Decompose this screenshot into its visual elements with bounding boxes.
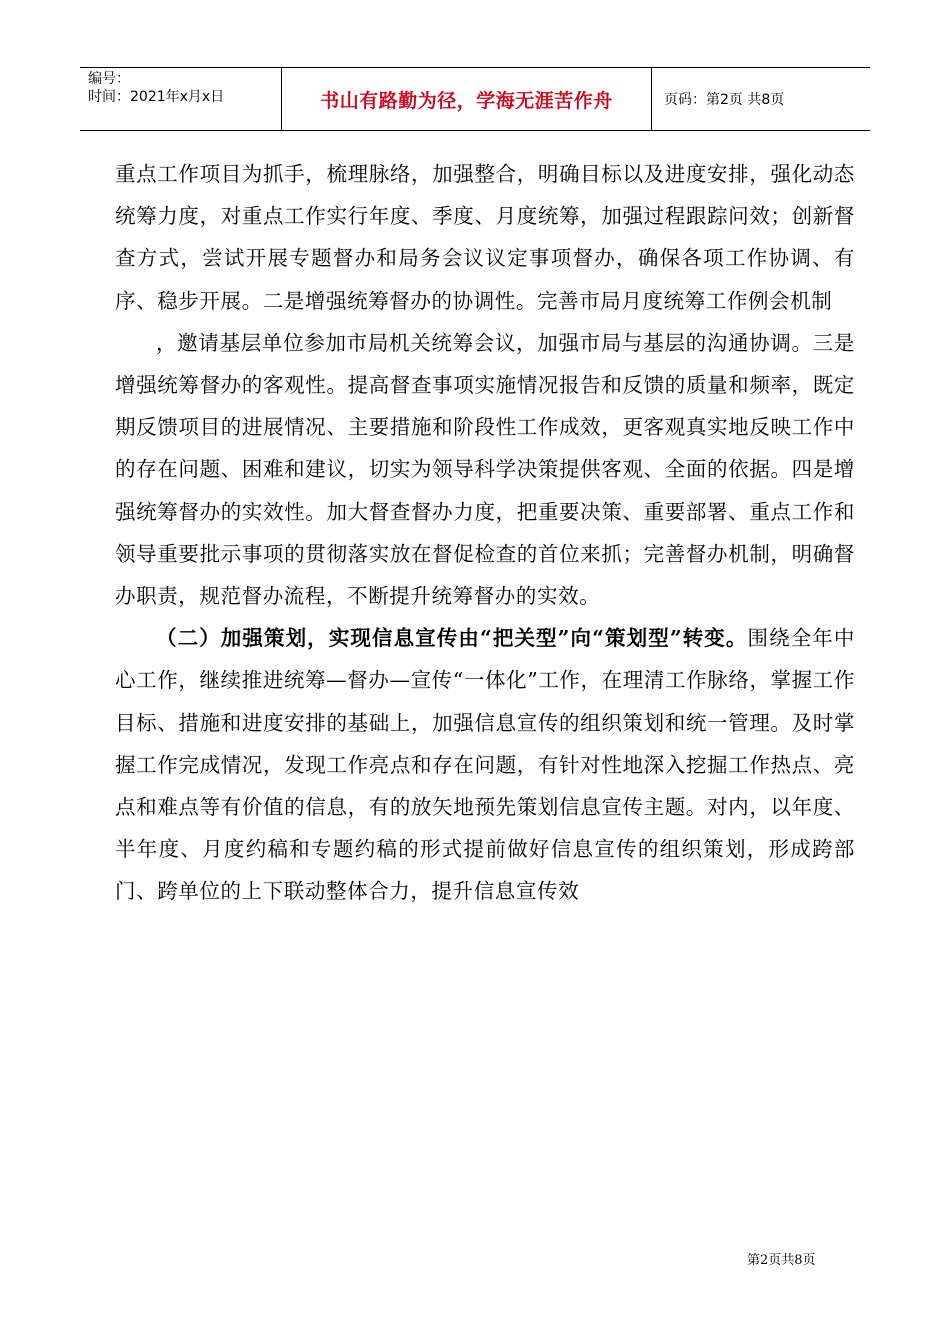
paragraph-1: 重点工作项目为抓手，梳理脉络，加强整合，明确目标以及进度安排，强化动态统筹力度，对重点工作实行年度、季度、月度统筹，加强过程跟踪问效；创新督查方式，尝试开展专题督办和局务会议议定事项督办，确保各项工作协调、有序、稳步开展。二是增强统筹督办的协调性。完善市局月度统筹工作例会机制 [115, 162, 855, 313]
header-page-info: 页码：第2页 共8页 [664, 92, 785, 108]
time-label: 时间：2021年x月x日 [88, 89, 225, 105]
page-header [80, 67, 870, 131]
paragraph-3 [115, 617, 855, 912]
page-footer: 第2页共8页 [747, 1253, 816, 1268]
paragraph-3-text: 围绕全年中心工作，继续推进统筹—督办—宣传“一体化”工作，在理清工作脉络，掌握工作目标、措施和进度安排的基础上，加强信息宣传的组织策划和统一管理。及时掌握工作完成情况，发现工作亮点和存在问题，有针对性地深入挖掘工作热点、亮点和难点等有价值的信息，有的放矢地预先策划信息宣传主题。对内，以年度、半年度、月度约稿和专题约稿的形式提前做好信息宣传的组织策划，形成跨部门、跨单位的上下联动整体合力，提升信息宣传效 [115, 626, 855, 904]
document-body [115, 153, 855, 913]
section-heading: （二）加强策划，实现信息宣传由“把关型”向“策划型”转变。 [156, 626, 748, 651]
paragraph-2: ，邀请基层单位参加市局机关统筹会议，加强市局与基层的沟通协调。三是增强统筹督办的客观性。提高督查事项实施情况报告和反馈的质量和频率，既定期反馈项目的进展情况、主要措施和阶段性工作成效，更客观真实地反映工作中的存在问题、困难和建议，切实为领导科学决策提供客观、全面的依据。四是增强统筹督办的实效性。加大督查督办力度，把重要决策、重要部署、重点工作和领导重要批示事项的贯彻落实放在督促检查的首位来抓；完善督办机制，明确督办职责，规范督办流程，不断提升统筹督办的实效。 [115, 330, 855, 609]
header-motto: 书山有路勤为径，学海无涯苦作舟 [282, 68, 652, 130]
number-label: 编号： [88, 71, 130, 87]
header-meta [80, 68, 282, 130]
